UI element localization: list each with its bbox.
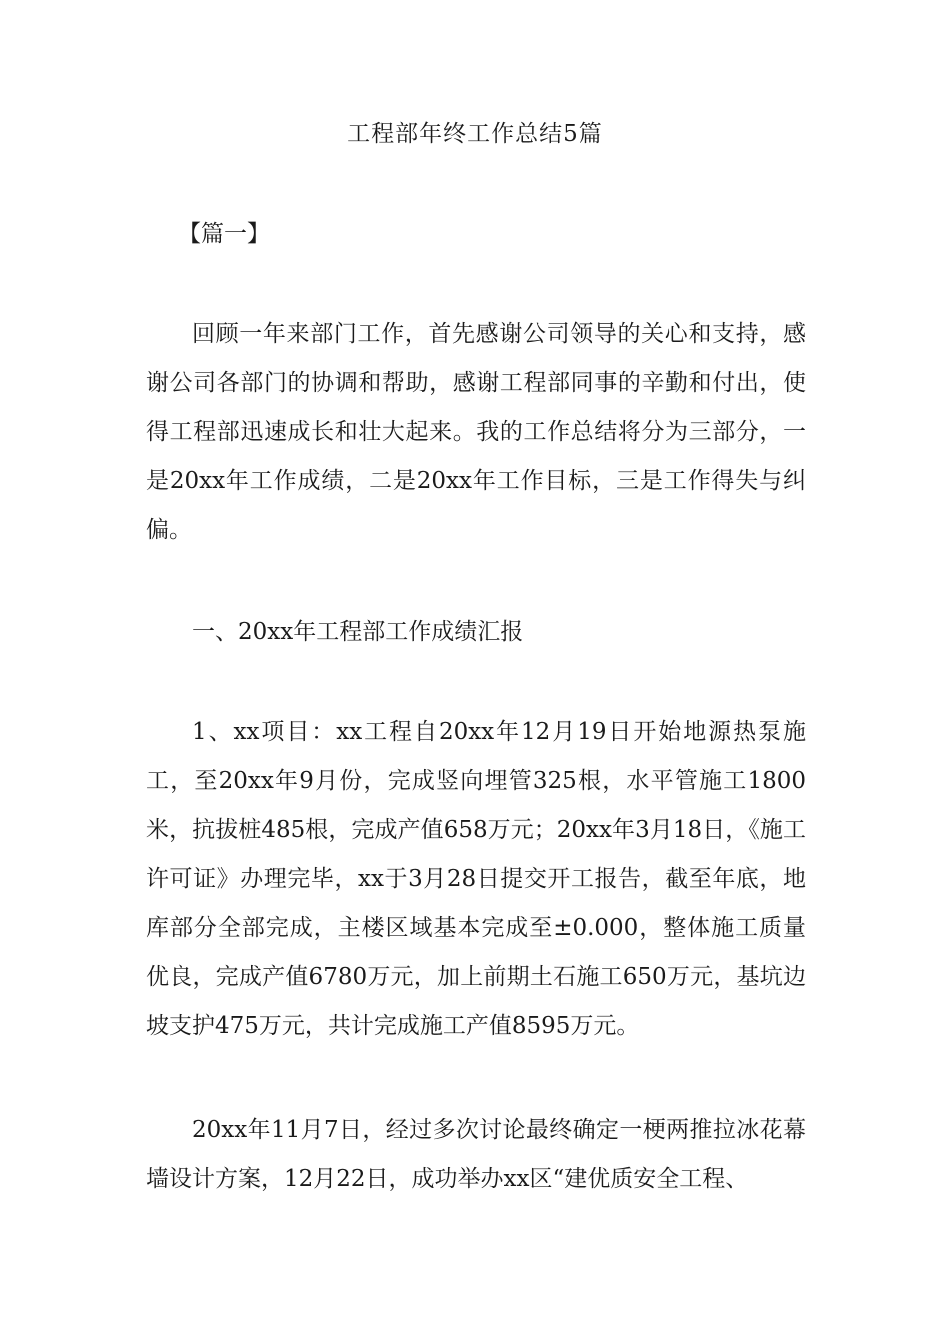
document-title: 工程部年终工作总结5篇 (347, 121, 603, 147)
followup-paragraph: 20xx年11月7日，经过多次讨论最终确定一梗两推拉冰花幕墙设计方案，12月22日，成功举办xx区“建优质安全工程、 (146, 1117, 806, 1192)
section-heading: 一、20xx年工程部工作成绩汇报 (192, 619, 524, 645)
intro-paragraph: 回顾一年来部门工作，首先感谢公司领导的关心和支持，感谢公司各部门的协调和帮助，感谢工程部同事的辛勤和付出，使得工程部迅速成长和壮大起来。我的工作总结将分为三部分，一是20xx年工作成绩，二是20xx年工作目标，三是工作得失与纠偏。 (146, 321, 806, 543)
section-tag: 【篇一】 (178, 221, 270, 247)
project-paragraph: 1、xx项目：xx工程自20xx年12月19日开始地源热泵施工，至20xx年9月份，完成竖向埋管325根，水平管施工1800米，抗拔桩485根，完成产值658万元；20xx年3月18日，《施工许可证》办理完毕，xx于3月28日提交开工报告，截至年底，地库部分全部完成，主楼区域基本完成至±0.000，整体施工质量优良，完成产值6780万元，加上前期土石施工650万元，基坑边坡支护475万元，共计完成施工产值8595万元。 (146, 719, 806, 1039)
